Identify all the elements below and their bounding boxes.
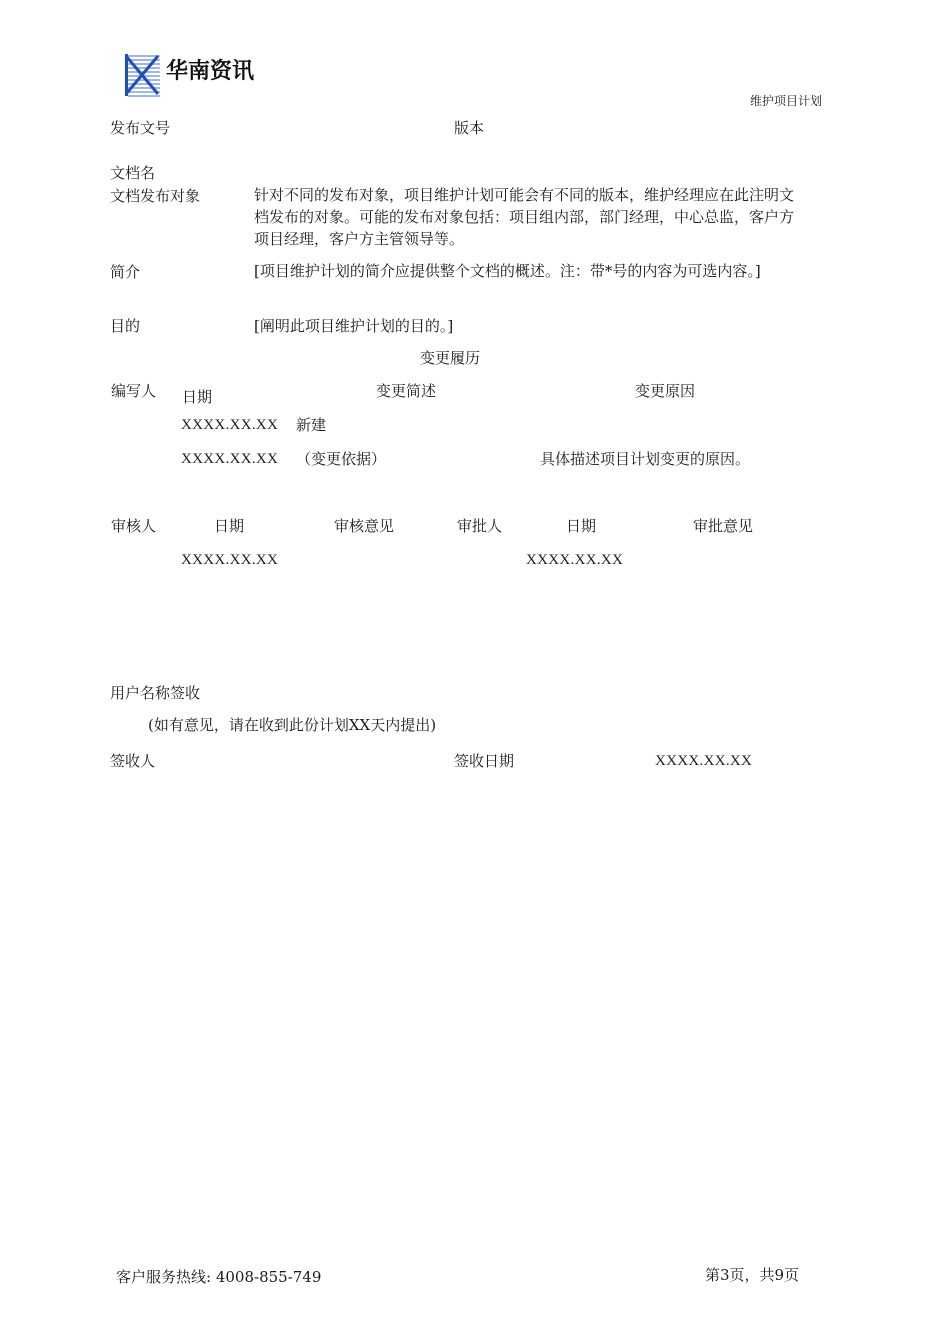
- page-number: 第3页，共9页: [705, 1266, 800, 1284]
- history-header-reason: 变更原因: [635, 382, 696, 400]
- company-logo-text: 华南资讯: [166, 59, 255, 84]
- approve-date-label: 日期: [566, 517, 597, 535]
- history-header-summary: 变更简述: [376, 382, 437, 400]
- approve-opinion-label: 审批意见: [693, 517, 754, 535]
- history-row-2-reason: 具体描述项目计划变更的原因。: [540, 450, 751, 468]
- history-row-1-summary: 新建: [296, 416, 327, 434]
- approve-date-value: XXXX.XX.XX: [526, 552, 624, 568]
- review-date-value: XXXX.XX.XX: [181, 552, 279, 568]
- history-header-author: 编写人: [111, 382, 157, 400]
- purpose-text: [阐明此项目维护计划的目的。]: [254, 317, 454, 335]
- signoff-title: 用户名称签收: [110, 684, 201, 702]
- history-row-1-date: XXXX.XX.XX: [181, 417, 279, 433]
- history-header-date: 日期: [182, 388, 213, 406]
- company-logo-icon: [124, 52, 160, 98]
- customer-hotline: 客户服务热线: 4008-855-749: [116, 1268, 322, 1286]
- review-opinion-label: 审核意见: [334, 517, 395, 535]
- history-row-2-summary: （变更依据）: [296, 450, 387, 468]
- review-date-label: 日期: [214, 517, 245, 535]
- purpose-label: 目的: [110, 317, 141, 335]
- version-label: 版本: [454, 119, 485, 137]
- signoff-date-value: XXXX.XX.XX: [655, 753, 753, 769]
- release-target-label: 文档发布对象: [110, 187, 201, 205]
- signer-label: 签收人: [110, 752, 156, 770]
- reviewer-label: 审核人: [111, 517, 157, 535]
- signoff-note: (如有意见，请在收到此份计划XX天内提出): [148, 716, 437, 734]
- approver-label: 审批人: [457, 517, 503, 535]
- signoff-date-label: 签收日期: [454, 752, 515, 770]
- document-header-title: 维护项目计划: [750, 94, 823, 108]
- change-history-title: 变更履历: [420, 349, 481, 367]
- history-row-2-date: XXXX.XX.XX: [181, 451, 279, 467]
- introduction-text: [项目维护计划的简介应提供整个文档的概述。注：带*号的内容为可选内容。]: [254, 262, 761, 280]
- release-target-text: 针对不同的发布对象，项目维护计划可能会有不同的版本，维护经理应在此注明文档发布的对象。可能的发布对象包括：项目组内部，部门经理，中心总监，客户方项目经理，客户方主管领导等。: [254, 186, 795, 248]
- release-number-label: 发布文号: [110, 119, 171, 137]
- introduction-label: 简介: [110, 263, 141, 281]
- document-name-label: 文档名: [110, 164, 156, 182]
